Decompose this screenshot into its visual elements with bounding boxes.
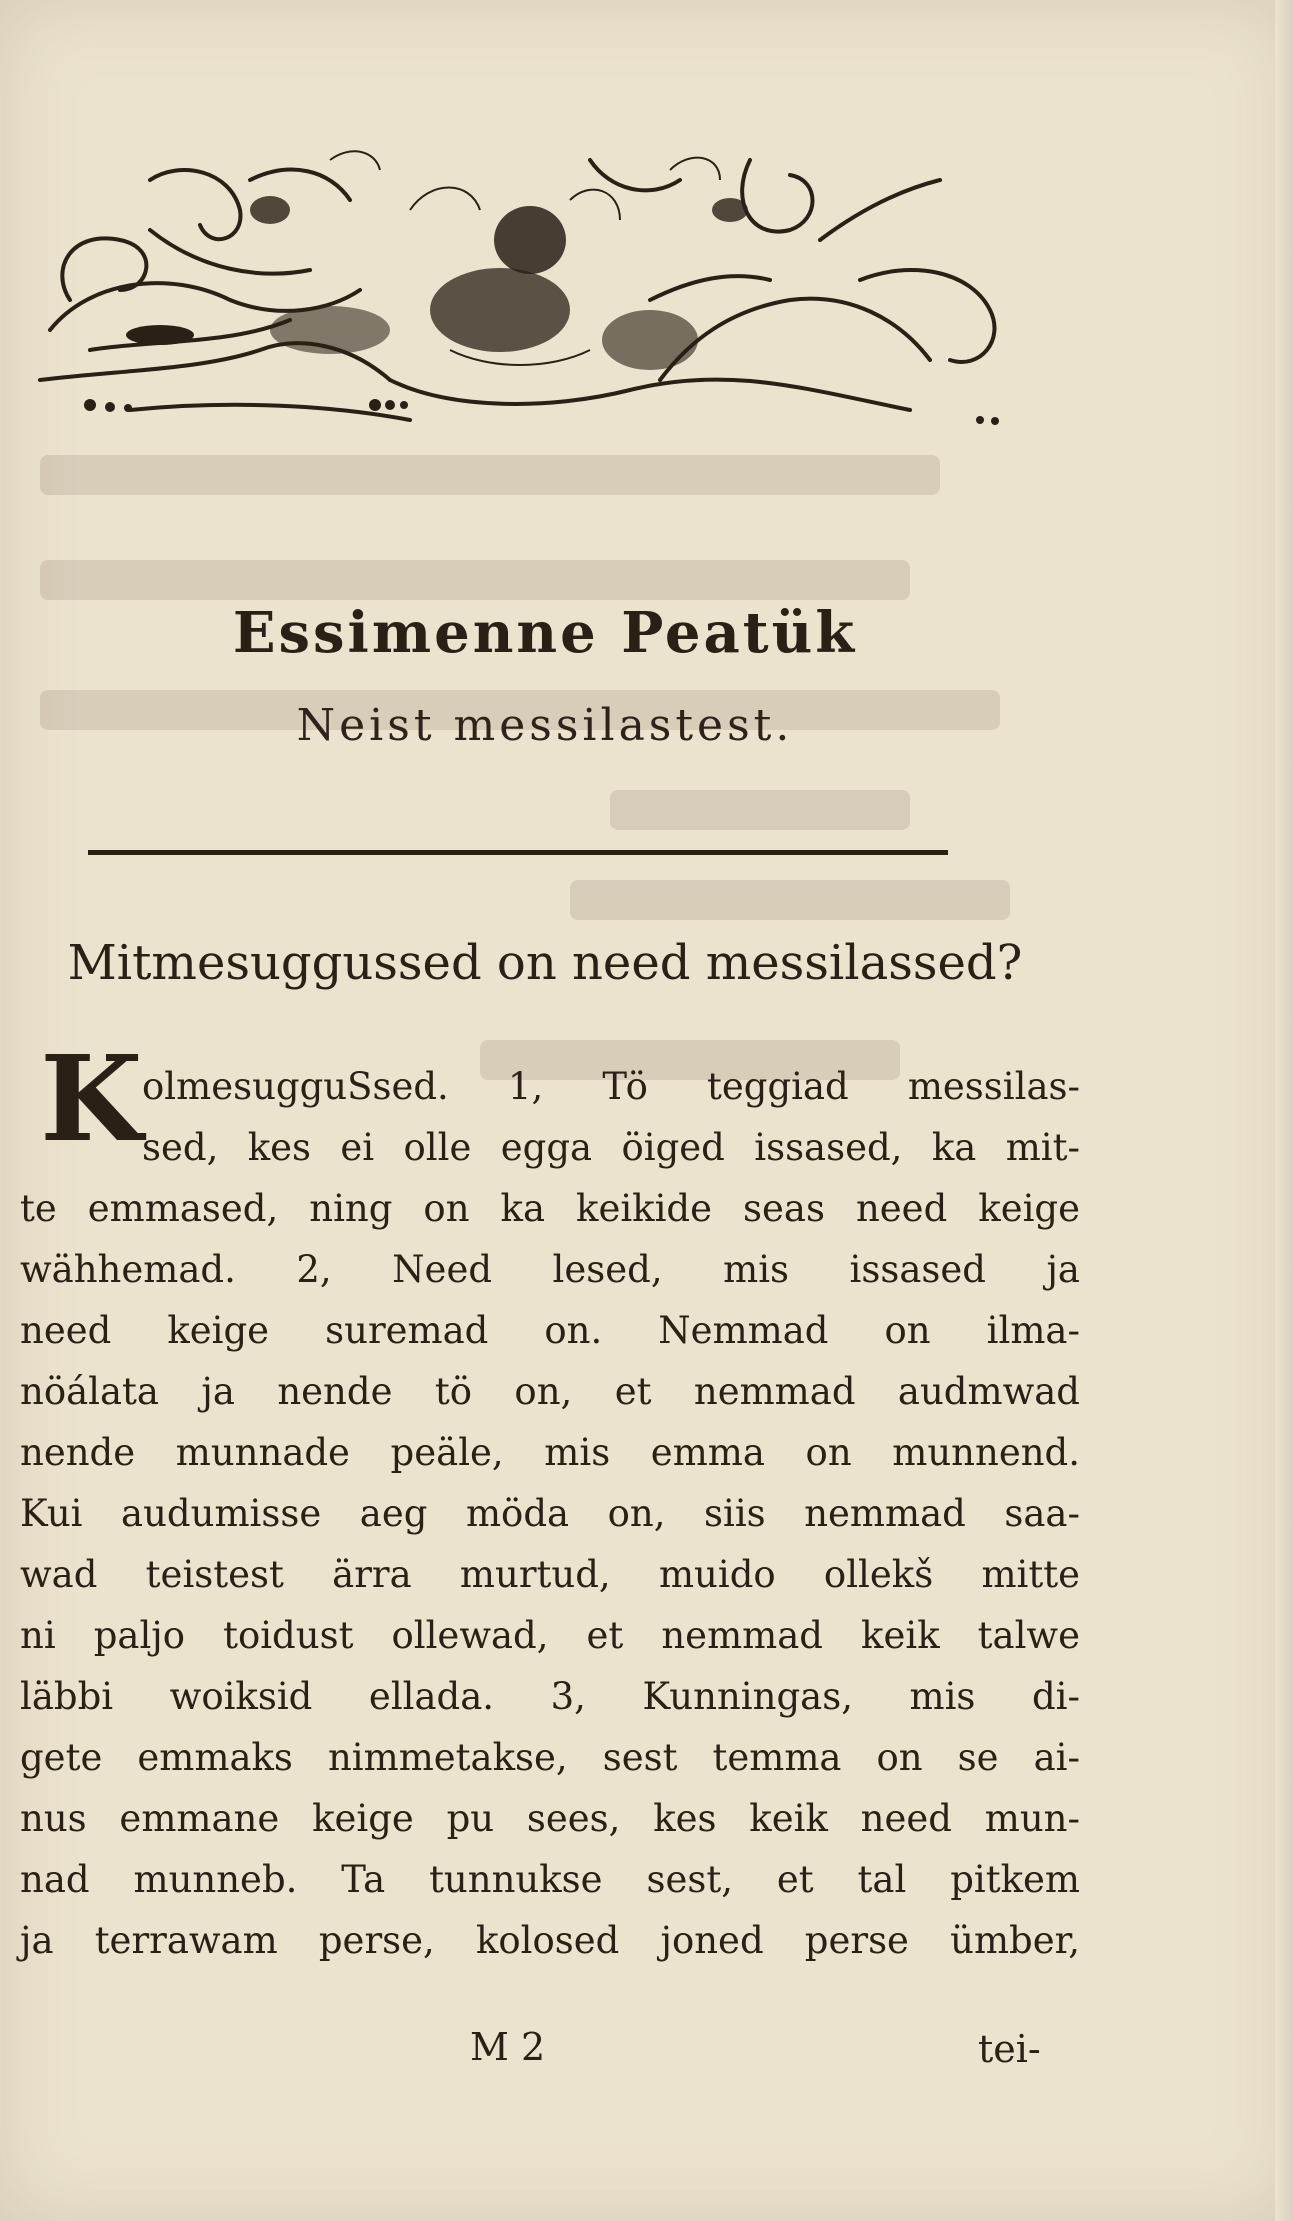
chapter-subtitle: Neist messilastest. — [296, 700, 794, 751]
text-line: wad teistest ärra murtud, muido ollekš mitte — [20, 1553, 1080, 1596]
text-line: Kui audumisse aeg möda on, siis nemmad saa- — [20, 1492, 1080, 1535]
body-text — [20, 1065, 1080, 1971]
text-line: te emmased, ning on ka keikide seas need keige — [20, 1187, 1080, 1230]
text-line: ni paljo toidust ollewad, et nemmad keik talwe — [20, 1614, 1080, 1657]
text-line: wähhemad. 2, Need lesed, mis issased ja — [20, 1248, 1080, 1291]
ornamental-vignette — [30, 120, 1020, 440]
text-line: nus emmane keige pu sees, kes keik need mun- — [20, 1797, 1080, 1840]
text-line: ja terrawam perse, kolosed joned perse ümber, — [20, 1919, 1080, 1962]
text-line: nad munneb. Ta tunnukse sest, et tal pitkem — [20, 1858, 1080, 1901]
horizontal-rule — [88, 850, 948, 855]
text-line: need keige suremad on. Nemmad on ilma- — [20, 1309, 1080, 1352]
catchword: tei- — [978, 2027, 1041, 2071]
text-line: nöálata ja nende tö on, et nemmad audmwad — [20, 1370, 1080, 1413]
text-line: läbbi woiksid ellada. 3, Kunningas, mis di- — [20, 1675, 1080, 1718]
text-line: olmesugguSsed. 1, Tö teggiad messilas- — [142, 1065, 1080, 1108]
text-line: nende munnade peäle, mis emma on munnend. — [20, 1431, 1080, 1474]
signature-mark: M 2 — [470, 2025, 546, 2069]
drop-cap: K — [40, 1029, 143, 1168]
chapter-title: Essimenne Peatük — [232, 600, 858, 666]
section-question: Mitmesuggussed on need messilassed? — [67, 935, 1023, 991]
text-line: sed, kes ei olle egga öiged issased, ka mit- — [142, 1126, 1080, 1169]
text-line: gete emmaks nimmetakse, sest temma on se ai- — [20, 1736, 1080, 1779]
page-edge — [1275, 0, 1293, 2221]
